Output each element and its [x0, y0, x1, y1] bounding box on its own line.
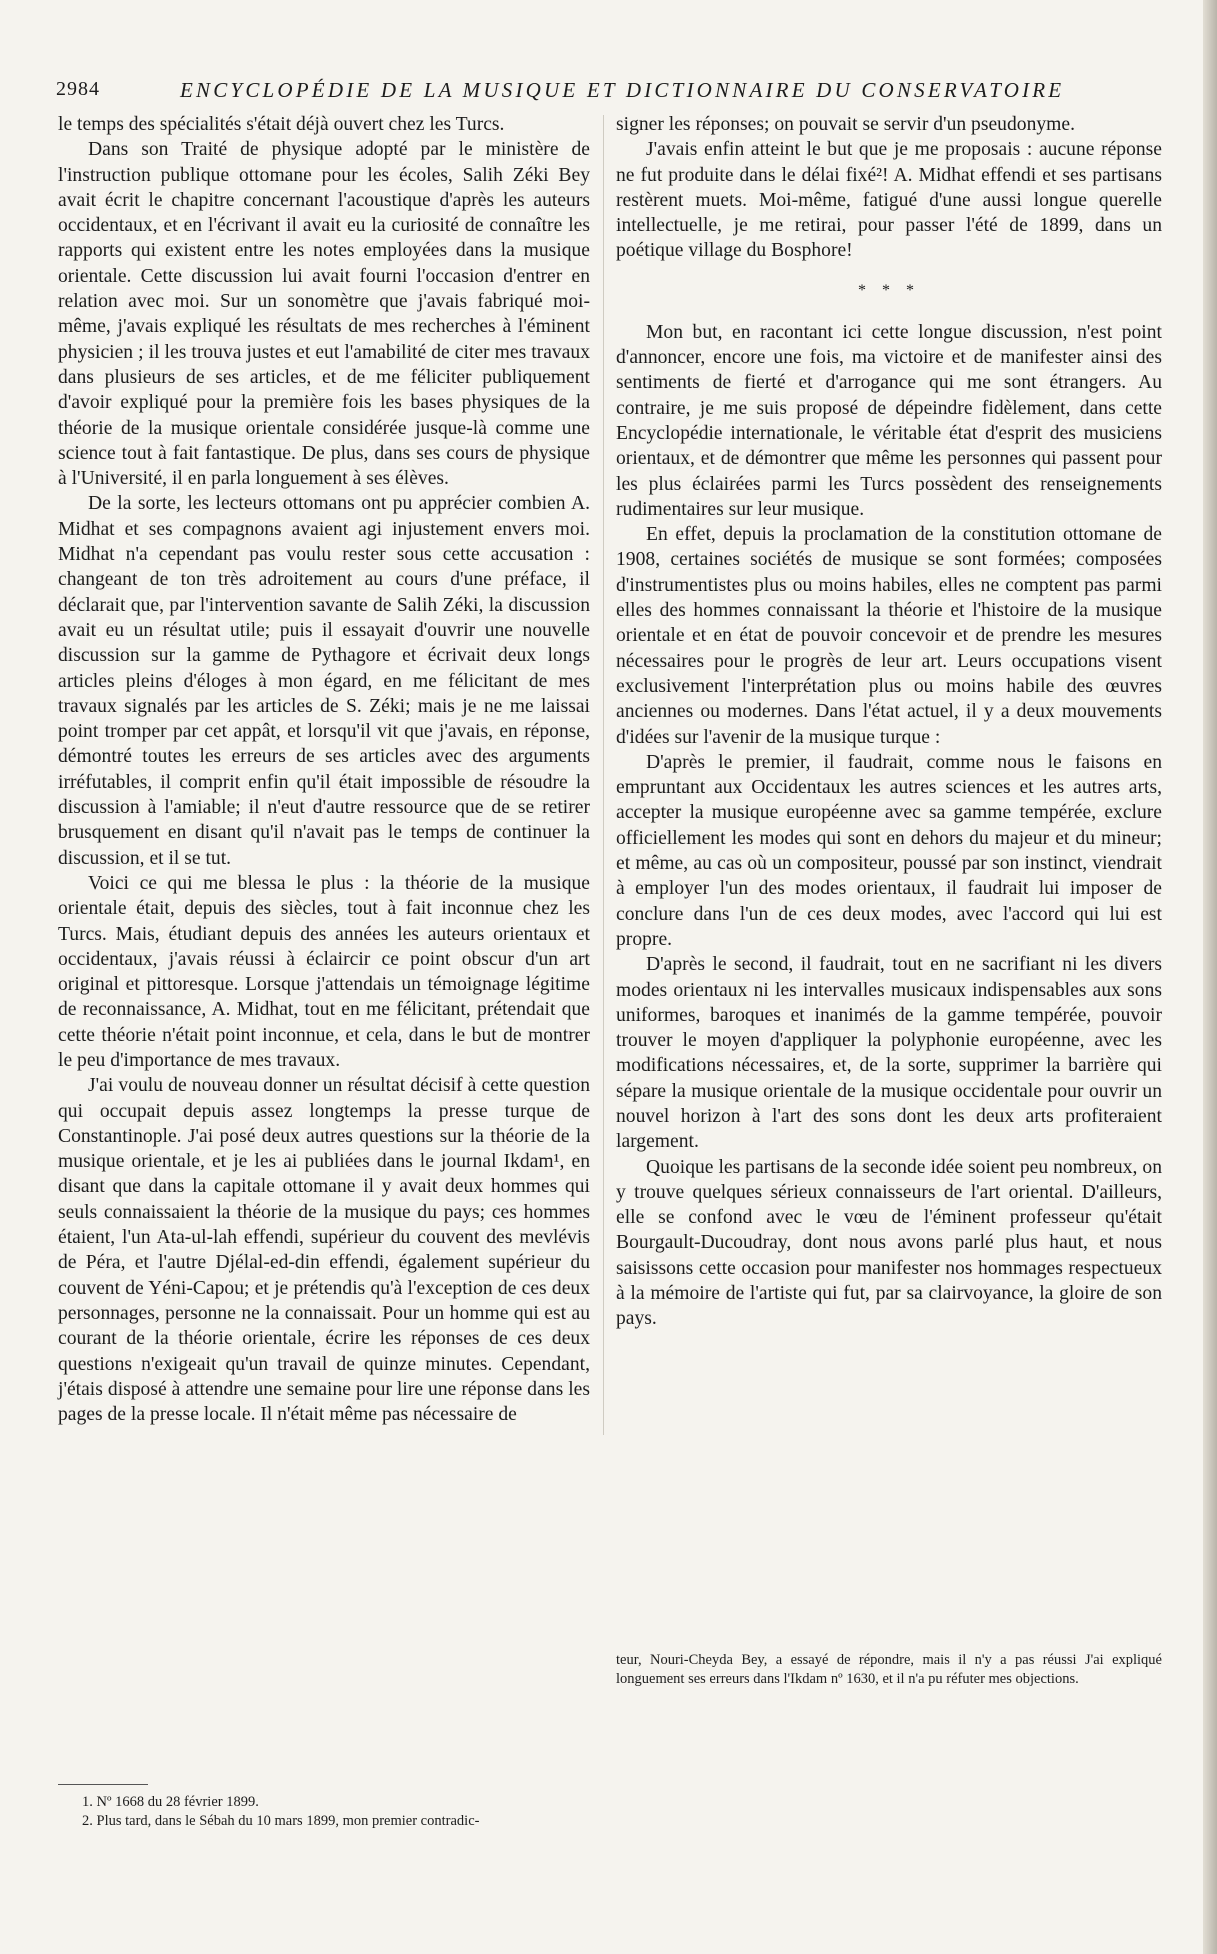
footnotes-left — [58, 1784, 590, 1831]
paragraph: D'après le premier, il faudrait, comme nous le faisons en empruntant aux Occidentaux les autres sciences et les autres arts, accepter la musique européenne avec sa gamme tempérée, exclure officiellement les modes qui sont en dehors du majeur et du mineur; et même, au cas où un compositeur, poussé par son instinct, viendrait à employer l'un des modes orientaux, il faudrait lui imposer de conclure dans l'un de ces deux modes, avec l'accord qui lui est propre. — [616, 751, 1162, 950]
page-edge — [1203, 0, 1217, 1954]
paragraph: Dans son Traité de physique adopté par le ministère de l'instruction publique ottomane pour les écoles, Salih Zéki Bey avait écrit le chapitre concernant l'acoustique d'après les auteurs occidentaux, et en l'écrivant il avait eu la curiosité de connaître les rapports qui existent entre les notes employées dans la musique orientale. Cette discussion lui avait fourni l'occasion d'entrer en relation avec moi. Sur un sonomètre que j'avais fabriqué moi-même, j'avais expliqué les résultats de mes recherches à l'éminent physicien ; il les trouva justes et eut l'amabilité de citer mes travaux dans plusieurs de ses articles, et de me féliciter publiquement d'avoir expliqué pour la première fois les bases physiques de la théorie de la musique orientale considérée jusque-là comme une science tout à fait fantastique. De plus, dans ses cours de physique à l'Université, il en parla longuement à ses élèves. — [58, 139, 590, 490]
paragraph: D'après le second, il faudrait, tout en ne sacrifiant ni les divers modes orientaux ni les intervalles musicaux indispensables aux sons uniformes, baroques et inanimés de la gamme tempérée, pouvoir trouver le moyen d'appliquer la polyphonie européenne, avec les modifications nécessaires, et, de la sorte, supprimer la barrière qui sépare la musique orientale de la musique occidentale pour ouvrir un nouvel horizon à l'art des sons dont les deux arts profiteraient largement. — [616, 954, 1162, 1153]
column-gutter — [603, 115, 604, 1435]
footnote-rule — [58, 1784, 148, 1785]
paragraph: Voici ce qui me blessa le plus : la théorie de la musique orientale était, depuis des siècles, tout à fait inconnue chez les Turcs. Mais, étudiant depuis des années les auteurs orientaux et occidentaux, j'avais réussi à éclaircir ce point obscur d'un art original et pittoresque. Lorsque j'attendais un témoignage légitime de reconnaissance, A. Midhat, tout en me félicitant, prétendait que cette théorie n'était point inconnue, et cela, dans le but de montrer le peu d'importance de mes travaux. — [58, 872, 590, 1071]
paragraph: J'ai voulu de nouveau donner un résultat décisif à cette question qui occupait depuis assez longtemps la presse turque de Constantinople. J'ai posé deux autres questions sur la théorie de la musique orientale, et je les ai publiées dans le journal Ikdam¹, en disant que dans la capitale ottomane il y avait deux hommes qui seuls connaissaient la théorie de la musique du pays; ces hommes étaient, l'un Ata-ul-lah effendi, supérieur du couvent des mevlévis de Péra, et l'autre Djélal-ed-din effendi, également supérieur du couvent de Yéni-Capou; et je prétendis qu'à l'exception de ces deux personnages, personne ne la connaissait. Pour un homme qui est au courant de la théorie orientale, écrire les réponses de ces deux questions n'exigeait qu'un travail de quinze minutes. Cependant, j'étais disposé à attendre une semaine pour lire une réponse dans les pages de la presse locale. Il n'était même pas nécessaire de — [58, 1075, 590, 1426]
footnotes-right — [616, 1651, 1162, 1689]
footnote: 1. Nº 1668 du 28 février 1899. — [82, 1794, 259, 1810]
paragraph: le temps des spécialités s'était déjà ouvert chez les Turcs. — [58, 114, 505, 135]
paragraph: Quoique les partisans de la seconde idée soient peu nombreux, on y trouve quelques sérieux connaisseurs de l'art oriental. D'ailleurs, elle se confond avec le vœu de l'éminent professeur qu'était Bourgault-Ducoudray, dont nous avons parlé plus haut, et nous saisissons cette occasion pour manifester nos hommages respectueux à la mémoire de l'artiste qui fut, par sa clairvoyance, la gloire de son pays. — [616, 1156, 1162, 1330]
paragraph: J'avais enfin atteint le but que je me proposais : aucune réponse ne fut produite dans le délai fixé²! A. Midhat effendi et ses partisans restèrent muets. Moi-même, fatigué d'une aussi longue querelle intellectuelle, je me retirai, pour passer l'été de 1899, dans un poétique village du Bosphore! — [616, 139, 1162, 262]
footnote-continuation: teur, Nouri-Cheyda Bey, a essayé de répondre, mais il n'y a pas réussi J'ai expliqué longuement ses erreurs dans l'Ikdam nº 1630, et il n'a pu réfuter mes objections. — [616, 1652, 1162, 1687]
paragraph: Mon but, en racontant ici cette longue discussion, n'est point d'annoncer, encore une fois, ma victoire et de manifester ainsi des sentiments de fierté et d'arrogance qui me sont étrangers. Au contraire, je me suis proposé de dépeindre fidèlement, dans cette Encyclopédie internationale, le véritable état d'esprit des musiciens orientaux, et de démontrer que même les personnes qui passent pour les plus éclairées parmi les Turcs possèdent des renseignements rudimentaires sur leur musique. — [616, 321, 1162, 520]
paragraph: signer les réponses; on pouvait se servir d'un pseudonyme. — [616, 114, 1075, 135]
left-column — [58, 112, 590, 1427]
paragraph: En effet, depuis la proclamation de la constitution ottomane de 1908, certaines sociétés de musique se sont formées; composées d'instrumentistes plus ou moins habiles, elles ne comptent pas parmi elles des hommes connaissant la théorie et l'histoire de la musique orientale et en état de pouvoir concevoir et de prendre les mesures nécessaires pour le progrès de leur art. Leurs occupations visent exclusivement l'interprétation plus ou moins habile des œuvres anciennes ou modernes. Dans l'état actuel, il y a deux mouvements d'idées sur l'avenir de la musique turque : — [616, 524, 1162, 748]
footnote: 2. Plus tard, dans le Sébah du 10 mars 1899, mon premier contradic- — [82, 1813, 480, 1829]
page-header — [56, 78, 1146, 106]
page-number: 2984 — [56, 78, 100, 100]
section-separator: * * * — [858, 281, 920, 299]
running-title: ENCYCLOPÉDIE DE LA MUSIQUE ET DICTIONNAIRE DU CONSERVATOIRE — [180, 78, 1065, 102]
right-column — [616, 112, 1162, 1332]
paragraph: De la sorte, les lecteurs ottomans ont pu apprécier combien A. Midhat et ses compagnons avaient agi injustement envers moi. Midhat n'a cependant pas voulu rester sous cette accusation : changeant de ton très adroitement au cours d'une préface, il déclarait que, par l'intervention savante de Salih Zéki, la discussion avait eu un résultat utile; puis il essayait d'ouvrir une nouvelle discussion sur la gamme de Pythagore et écrivait deux longs articles pleins d'éloges à mon égard, en me félicitant de mes travaux signalés par les articles de S. Zéki; mais je ne me laissai point tromper par cet appât, et lorsqu'il vit que j'avais, en réponse, démontré toutes les erreurs de ses articles avec des arguments irréfutables, il comprit enfin qu'il était impossible de résoudre la discussion à l'amiable; il n'eut d'autre ressource que de se retirer brusquement en disant qu'il n'avait pas le temps de continuer la discussion, et il se tut. — [58, 493, 590, 869]
